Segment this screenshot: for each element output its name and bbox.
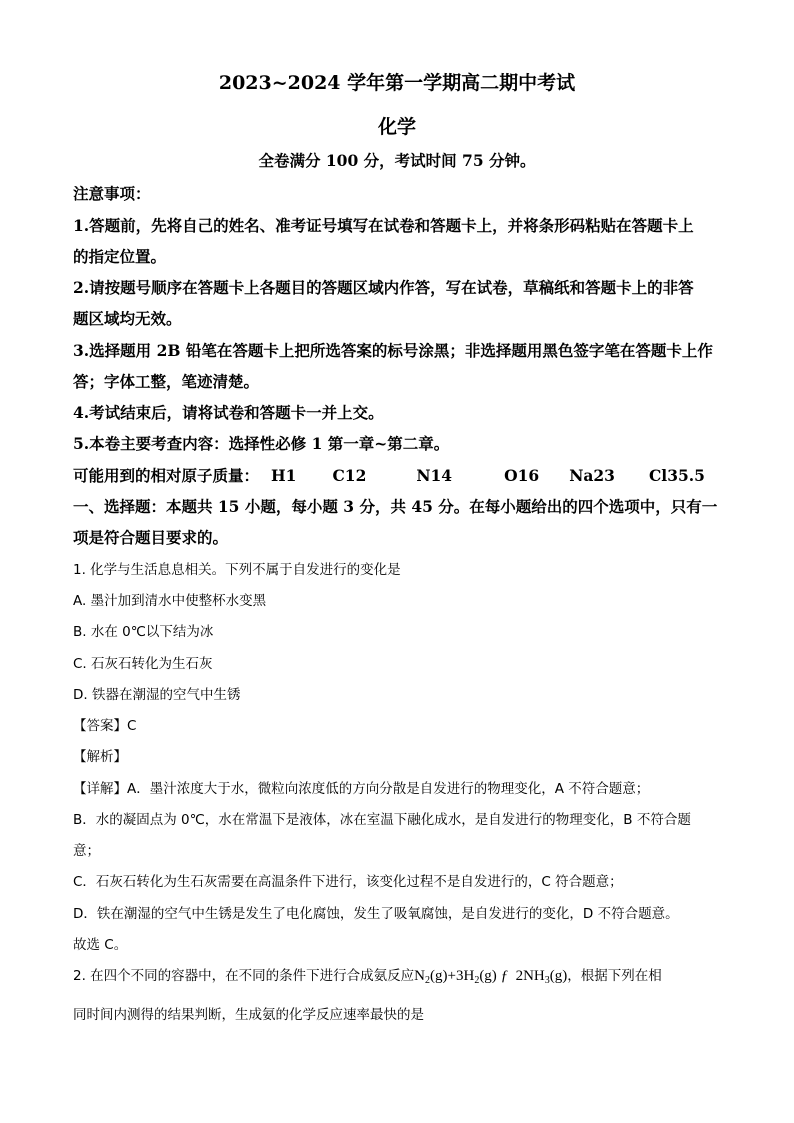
note-5: 5.本卷主要考查内容：选择性必修 1 第一章~第二章。 <box>73 434 450 453</box>
q1-detail-b-line-1: B．水的凝固点为 0℃，水在常温下是液体，冰在室温下融化成水，是自发进行的物理变化，B 不符合题 <box>73 812 691 828</box>
atom-o: O16 <box>504 466 540 485</box>
atomic-masses-label: 可能用到的相对原子质量： <box>73 466 260 485</box>
q1-detail-d: D．铁在潮湿的空气中生锈是发生了电化腐蚀，发生了吸氧腐蚀，是自发进行的变化，D 不符合题意。 <box>73 906 679 922</box>
notes-heading: 注意事项： <box>73 184 151 203</box>
eq-part-2: (g) <box>479 968 497 984</box>
q1-stem: 1. 化学与生活息息相关。下列不属于自发进行的变化是 <box>73 562 401 578</box>
note-2-line-2: 题区域均无效。 <box>73 309 182 328</box>
atom-c: C12 <box>332 466 367 485</box>
q1-detail-a: 【详解】A．墨汁浓度大于水，微粒向浓度低的方向分散是自发进行的物理变化，A 不符合题意； <box>73 781 650 797</box>
section-1-line-2: 项是符合题目要求的。 <box>73 528 229 547</box>
q1-conclusion: 故选 C。 <box>73 937 128 953</box>
eq-part-3: (g) <box>549 968 568 984</box>
atom-h: H1 <box>271 466 297 485</box>
exam-title: 2023~2024 学年第一学期高二期中考试 <box>218 72 576 94</box>
q1-option-b: B. 水在 0℃以下结为冰 <box>73 624 214 640</box>
eq-n2-subscript: 2 <box>425 975 431 986</box>
q1-answer: 【答案】C <box>73 718 137 734</box>
note-1-line-2: 的指定位置。 <box>73 247 167 266</box>
q2-stem-tail: ，根据下列在相 <box>567 968 662 984</box>
eq-part-1: (g)+3H <box>430 968 475 984</box>
q1-option-a: A. 墨汁加到清水中使整杯水变黑 <box>73 593 267 609</box>
note-3-line-2: 答；字体工整，笔迹清楚。 <box>73 372 260 391</box>
q1-analysis-heading: 【解析】 <box>73 749 127 765</box>
atomic-masses <box>73 464 705 486</box>
equilibrium-arrow-icon: ƒ <box>500 968 509 984</box>
atom-n: N14 <box>416 466 453 485</box>
eq-h2-subscript: 2 <box>474 975 480 986</box>
eq-nh3-subscript: 3 <box>544 975 550 986</box>
exam-info: 全卷满分 100 分，考试时间 75 分钟。 <box>258 151 536 170</box>
q2-stem-line-2: 同时间内测得的结果判断，生成氨的化学反应速率最快的是 <box>73 1007 424 1023</box>
q1-detail-b-line-2: 意； <box>73 843 100 859</box>
q1-detail-c: C．石灰石转化为生石灰需要在高温条件下进行，该变化过程不是自发进行的，C 符合题意； <box>73 874 623 890</box>
eq-nh3: 2NH <box>515 968 545 984</box>
atom-cl: Cl35.5 <box>648 466 705 485</box>
subject-title: 化学 <box>377 116 416 138</box>
note-1-line-1: 1.答题前，先将自己的姓名、准考证号填写在试卷和答题卡上，并将条形码粘贴在答题卡上 <box>73 216 694 235</box>
note-4: 4.考试结束后，请将试卷和答题卡一并上交。 <box>73 403 384 422</box>
q1-option-c: C. 石灰石转化为生石灰 <box>73 656 213 672</box>
note-2-line-1: 2.请按题号顺序在答题卡上各题目的答题区域内作答，写在试卷，草稿纸和答题卡上的非答 <box>73 278 694 297</box>
reaction-equation <box>414 968 567 984</box>
q2-stem-text: 2. 在四个不同的容器中，在不同的条件下进行合成氨反应 <box>73 968 415 984</box>
section-1-line-1: 一、选择题：本题共 15 小题，每小题 3 分，共 45 分。在每小题给出的四个选项中，只有一 <box>73 497 718 516</box>
eq-n2: N <box>414 968 426 984</box>
q2-stem-line-1 <box>73 964 662 986</box>
q1-option-d: D. 铁器在潮湿的空气中生锈 <box>73 687 241 703</box>
note-3-line-1: 3.选择题用 2B 铅笔在答题卡上把所选答案的标号涂黑；非选择题用黑色签字笔在答题卡上作 <box>73 341 713 360</box>
atom-na: Na23 <box>569 466 615 485</box>
